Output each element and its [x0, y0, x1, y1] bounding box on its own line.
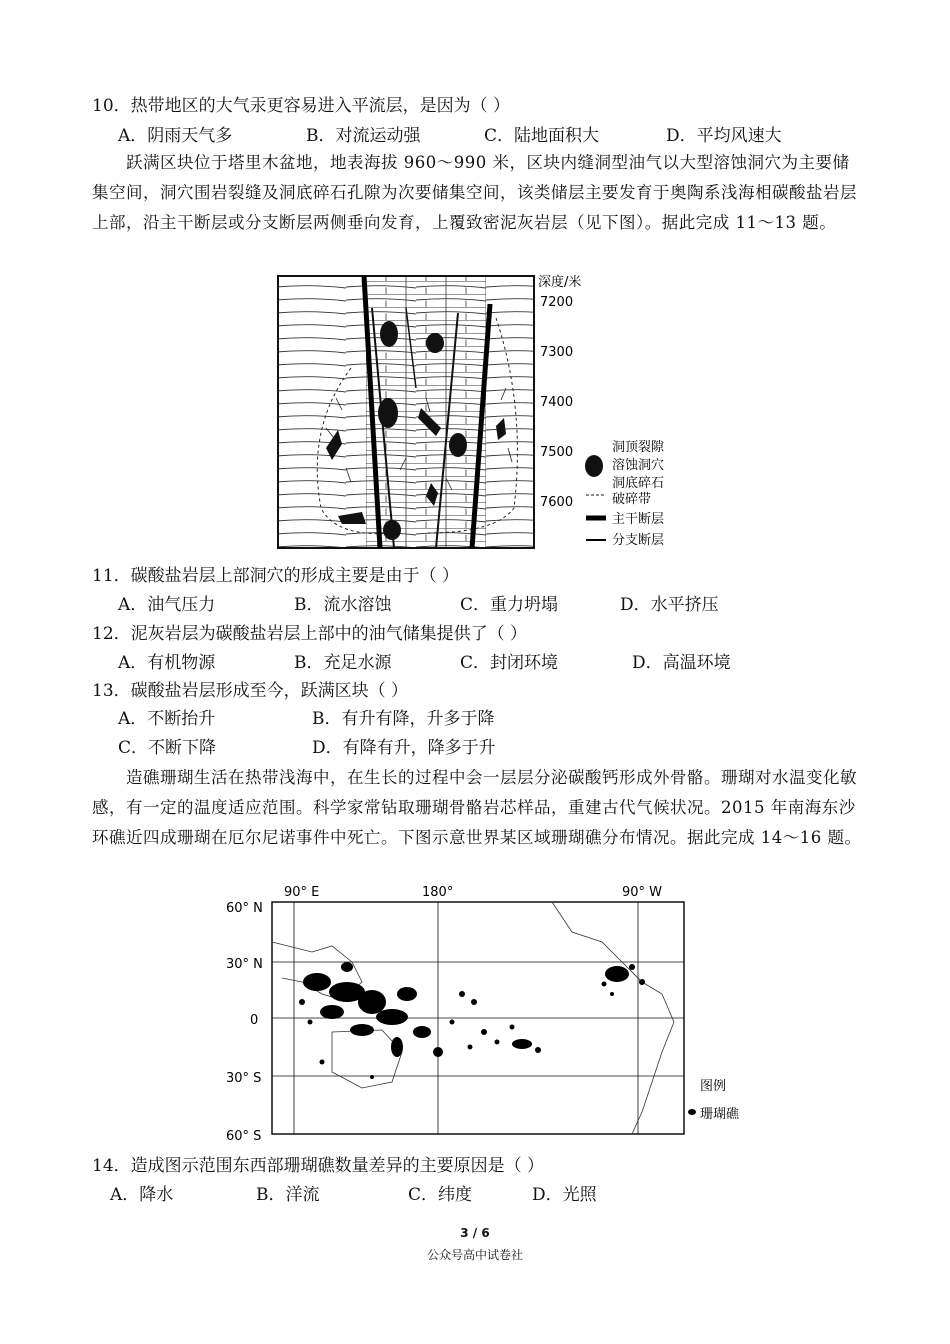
footer-source: 公众号高中试卷社 [426, 1248, 523, 1262]
lat-label-30s: 30° S [226, 1071, 262, 1086]
legend-main-fault: 主干断层 [612, 512, 665, 527]
legend-cave-floor-debris: 洞底碎石 [612, 476, 665, 491]
q10-option-b[interactable]: B．对流运动强 [306, 126, 421, 146]
q11-option-b[interactable]: B．流水溶蚀 [294, 595, 392, 615]
q11-option-d[interactable]: D．水平挤压 [620, 595, 719, 615]
q10-option-c[interactable]: C．陆地面积大 [484, 126, 600, 146]
lat-label-30n: 30° N [226, 957, 263, 972]
q11-option-c[interactable]: C．重力坍塌 [460, 595, 559, 615]
depth-tick-7200: 7200 [540, 295, 574, 310]
q14-option-d[interactable]: D．光照 [532, 1185, 597, 1205]
q10-option-d[interactable]: D．平均风速大 [666, 126, 782, 146]
passage-2: 造礁珊瑚生活在热带浅海中，在生长的过程中会一层层分泌碳酸钙形成外骨骼。珊瑚对水温变化敏感，有一定的温度适应范围。科学家常钻取珊瑚骨骼岩芯样品，重建古代气候状况。2015 年南海东沙环礁近四成珊瑚在厄尔尼诺事件中死亡。下图示意世界某区域珊瑚礁分布情况。据此完成 14～16 题。 [92, 768, 862, 847]
legend-cave-roof-crack: 洞顶裂隙 [612, 440, 665, 455]
depth-axis-label: 深度/米 [538, 275, 582, 290]
depth-tick-7600: 7600 [540, 495, 574, 510]
depth-tick-7400: 7400 [540, 395, 574, 410]
passage-1: 跃满区块位于塔里木盆地，地表海拔 960～990 米，区块内缝洞型油气以大型溶蚀洞穴为主要储集空间，洞穴围岩裂缝及洞底碎石孔隙为次要储集空间，该类储层主要发育于奥陶系浅海相碳酸盐岩层上部，沿主干断层或分支断层两侧垂向发育，上覆致密泥灰岩层（见下图）。据此完成 11～13 题。 [92, 153, 857, 232]
q10-stem: 10．热带地区的大气汞更容易进入平流层，是因为（ ） [92, 96, 511, 116]
lon-label-90w: 90° W [622, 885, 663, 900]
cave-legend-icon [585, 455, 603, 477]
geology-cross-section-figure [276, 268, 696, 553]
depth-tick-7500: 7500 [540, 445, 574, 460]
q10-option-a[interactable]: A．阴雨天气多 [118, 126, 233, 146]
q14-option-a[interactable]: A．降水 [110, 1185, 174, 1205]
lon-label-180: 180° [422, 885, 454, 900]
q11-stem: 11．碳酸盐岩层上部洞穴的形成主要是由于（ ） [92, 566, 460, 586]
q12-option-b[interactable]: B．充足水源 [294, 653, 392, 673]
q12-stem: 12．泥灰岩层为碳酸盐岩层上部中的油气储集提供了（ ） [92, 624, 528, 644]
lat-label-60s: 60° S [226, 1129, 262, 1144]
legend-fracture-zone: 破碎带 [612, 492, 652, 507]
q11-option-a[interactable]: A．油气压力 [118, 595, 216, 615]
legend-branch-fault: 分支断层 [612, 533, 665, 548]
page-number: 3 / 6 [460, 1226, 490, 1240]
q13-option-a[interactable]: A．不断抬升 [118, 709, 216, 729]
coral-reef-legend-icon [688, 1109, 696, 1115]
coral-reef-map-figure [222, 882, 782, 1144]
legend-dissolution-cave: 溶蚀洞穴 [612, 458, 665, 473]
q13-option-d[interactable]: D．有降有升，降多于升 [312, 738, 496, 758]
q13-option-b[interactable]: B．有升有降，升多于降 [312, 709, 495, 729]
q12-option-d[interactable]: D．高温环境 [632, 653, 731, 673]
q13-stem: 13．碳酸盐岩层形成至今，跃满区块（ ） [92, 681, 409, 701]
depth-tick-7300: 7300 [540, 345, 574, 360]
map-legend-title: 图例 [700, 1079, 727, 1094]
map-legend-coral-reef: 珊瑚礁 [700, 1107, 740, 1122]
q14-option-b[interactable]: B．洋流 [256, 1185, 320, 1205]
q14-stem: 14．造成图示范围东西部珊瑚礁数量差异的主要原因是（ ） [92, 1156, 545, 1176]
lon-label-90e: 90° E [284, 885, 320, 900]
lat-label-equator: 0 [250, 1013, 259, 1028]
q12-option-c[interactable]: C．封闭环境 [460, 653, 559, 673]
q12-option-a[interactable]: A．有机物源 [118, 653, 216, 673]
q14-option-c[interactable]: C．纬度 [408, 1185, 473, 1205]
q13-option-c[interactable]: C．不断下降 [118, 738, 217, 758]
lat-label-60n: 60° N [226, 901, 263, 916]
